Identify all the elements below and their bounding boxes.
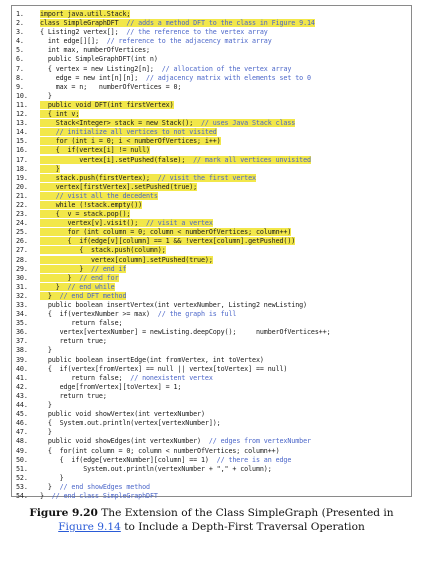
line-number: 49. (16, 446, 28, 455)
code-line (16, 119, 407, 128)
code-source: } (40, 473, 64, 482)
line-number: 10. (16, 91, 28, 100)
code-text (40, 256, 407, 265)
code-source: return true; (40, 337, 107, 346)
code-source: public void DFT(int firstVertex) (40, 100, 174, 109)
line-number: 50. (16, 455, 28, 464)
line-number: 6. (16, 55, 24, 64)
code-source: { if(edge[v][column] == 1 && !vertex[column].getPushed()) (40, 237, 296, 246)
code-text (40, 65, 407, 74)
code-source: vertex[firstVertex].setPushed(true); (40, 182, 198, 191)
line-number: 16. (16, 146, 28, 155)
code-line (16, 474, 407, 483)
code-text (40, 201, 407, 210)
code-text (40, 346, 407, 355)
line-number: 47. (16, 428, 28, 437)
code-comment: // reference to the adjacency matrix array (98, 37, 272, 46)
line-number: 21. (16, 191, 28, 200)
code-text (40, 165, 407, 174)
line-number: 7. (16, 64, 24, 73)
code-text (40, 328, 407, 337)
code-line (16, 447, 407, 456)
code-line (16, 110, 407, 119)
code-line (16, 128, 407, 137)
code-text (40, 237, 407, 246)
line-number: 17. (16, 155, 28, 164)
code-source: { if(vertex[i] != null) (40, 146, 150, 155)
code-text (40, 465, 407, 474)
code-text (40, 119, 407, 128)
line-number: 35. (16, 319, 28, 328)
line-number: 4. (16, 37, 24, 46)
code-text (40, 337, 407, 346)
line-number: 18. (16, 164, 28, 173)
code-source: { v = stack.pop(); (40, 210, 131, 219)
line-number: 39. (16, 355, 28, 364)
line-number: 1. (16, 10, 24, 18)
code-comment: // initialize all vertices to not visited (40, 128, 217, 137)
code-source: for (int i = 0; i < numberOfVertices; i++) (40, 137, 221, 146)
code-source: max = n; numberOfVertices = 0; (40, 82, 182, 91)
code-source: } (40, 282, 60, 291)
line-number: 37. (16, 337, 28, 346)
code-text (40, 301, 407, 310)
code-source: public void showVertex(int vertexNumber) (40, 410, 205, 419)
code-source: } (40, 346, 52, 355)
code-text (40, 365, 407, 374)
code-source: { System.out.println(vertex[vertexNumber]); (40, 419, 221, 428)
code-text (40, 492, 407, 501)
code-text (40, 174, 407, 183)
code-comment: // adjacency matrix with elements set to 0 (138, 73, 311, 82)
caption-figure-link[interactable]: Figure 9.14 (58, 521, 121, 533)
code-source: vertex[column].setPushed(true); (40, 255, 213, 264)
figure-caption (11, 506, 412, 534)
code-text (40, 356, 407, 365)
code-source: public boolean insertVertex(int vertexNumber, Listing2 newListing) (40, 301, 307, 309)
code-source: { int v; (40, 110, 80, 119)
code-text (40, 83, 407, 92)
code-text (40, 192, 407, 201)
caption-text-after: to Include a Depth-First Traversal Operation (120, 521, 365, 533)
code-line (16, 165, 407, 174)
caption-text-before: The Extension of the Class SimpleGraph (Presented in (97, 507, 394, 519)
code-comment: // uses Java Stack class (193, 119, 296, 128)
code-text (40, 110, 407, 119)
line-number: 14. (16, 128, 28, 137)
code-line (16, 401, 407, 410)
code-line (16, 456, 407, 465)
code-source: Stack<Integer> stack = new Stack(); (40, 119, 194, 128)
code-figure (11, 5, 412, 500)
code-text (40, 456, 407, 465)
line-number: 2. (16, 19, 24, 28)
code-source: stack.push(firstVertex); (40, 173, 150, 182)
code-comment: // end showEdges method (51, 482, 150, 491)
code-source: } (40, 91, 52, 100)
code-source: } (40, 482, 52, 491)
line-number: 19. (16, 173, 28, 182)
code-line (16, 292, 407, 301)
code-text (40, 10, 407, 19)
line-number: 36. (16, 328, 28, 337)
line-number: 12. (16, 110, 28, 119)
code-text (40, 128, 407, 137)
code-text (40, 46, 407, 55)
code-text (40, 183, 407, 192)
code-source: vertex[v].visit(); (40, 219, 139, 228)
code-line (16, 28, 407, 37)
line-number: 54. (16, 491, 28, 500)
code-line (16, 265, 407, 274)
code-line (16, 465, 407, 474)
code-comment: // visit all the decedents (40, 191, 158, 200)
code-text (40, 92, 407, 101)
code-text (40, 37, 407, 46)
line-number: 41. (16, 373, 28, 382)
code-source: vertex[i].setPushed(false); (40, 155, 186, 164)
line-number: 25. (16, 228, 28, 237)
code-line (16, 428, 407, 437)
code-text (40, 101, 407, 110)
code-source: import java.util.Stack; (40, 10, 131, 18)
code-line (16, 392, 407, 401)
code-line (16, 337, 407, 346)
code-text (40, 319, 407, 328)
code-listing (16, 10, 407, 501)
code-source: public boolean insertEdge(int fromVertex, int toVertex) (40, 355, 264, 364)
code-source: public void showEdges(int vertexNumber) (40, 437, 201, 446)
code-source: int max, numberOfVertices; (40, 46, 150, 55)
code-line (16, 310, 407, 319)
code-comment: // edges from vertexNumber (200, 437, 311, 446)
code-source: { for(int column = 0; column < numberOfVertices; column++) (40, 446, 280, 455)
code-source: int edge[][]; (40, 37, 99, 46)
code-line (16, 10, 407, 19)
code-line (16, 210, 407, 219)
code-line (16, 74, 407, 83)
code-source: return false; (40, 319, 123, 328)
code-line (16, 101, 407, 110)
caption-title: Figure 9.20 (29, 507, 98, 519)
code-text (40, 374, 407, 383)
code-line (16, 283, 407, 292)
code-text (40, 310, 407, 319)
code-line (16, 156, 407, 165)
line-number: 5. (16, 46, 24, 55)
line-number: 42. (16, 382, 28, 391)
code-line (16, 174, 407, 183)
code-line (16, 137, 407, 146)
code-source: { vertex = new Listing2[n]; (40, 64, 154, 73)
line-number: 31. (16, 282, 28, 291)
code-line (16, 419, 407, 428)
code-line (16, 319, 407, 328)
code-line (16, 492, 407, 501)
line-number: 28. (16, 255, 28, 264)
code-line (16, 301, 407, 310)
code-source: { stack.push(column); (40, 246, 166, 255)
code-line (16, 437, 407, 446)
code-line (16, 19, 407, 28)
code-source: vertex[vertexNumber] = newListing.deepCopy(); numberOfVertices++; (40, 328, 331, 337)
code-line (16, 256, 407, 265)
code-comment: // end if (83, 264, 127, 273)
line-number: 52. (16, 473, 28, 482)
code-comment: // visit a vertex (138, 219, 213, 228)
line-number: 27. (16, 246, 28, 255)
line-number: 46. (16, 419, 28, 428)
line-number: 44. (16, 401, 28, 410)
code-line (16, 83, 407, 92)
line-number: 40. (16, 364, 28, 373)
line-number: 38. (16, 346, 28, 355)
line-number: 51. (16, 464, 28, 473)
line-number: 8. (16, 73, 24, 82)
code-text (40, 55, 407, 64)
code-text (40, 447, 407, 456)
code-line (16, 374, 407, 383)
line-number: 30. (16, 273, 28, 282)
line-number: 15. (16, 137, 28, 146)
code-line (16, 410, 407, 419)
code-text (40, 428, 407, 437)
code-source: edge[fromVertex][toVertex] = 1; (40, 382, 182, 391)
code-comment: // mark all vertices unvisited (185, 155, 311, 164)
code-comment: // adds a method DFT to the class in Figure 9.14 (118, 19, 315, 28)
line-number: 43. (16, 391, 28, 400)
code-source: { if(edge[vertexNumber][column] == 1) (40, 455, 209, 464)
line-number: 26. (16, 237, 28, 246)
code-line (16, 37, 407, 46)
code-text (40, 383, 407, 392)
code-text (40, 274, 407, 283)
code-text (40, 474, 407, 483)
code-comment: // end DFT method (51, 291, 127, 300)
code-line (16, 65, 407, 74)
code-line (16, 219, 407, 228)
code-text (40, 156, 407, 165)
line-number: 23. (16, 210, 28, 219)
line-number: 13. (16, 119, 28, 128)
line-number: 48. (16, 437, 28, 446)
code-text (40, 292, 407, 301)
code-source: } (40, 291, 52, 300)
code-text (40, 419, 407, 428)
code-source: return true; (40, 391, 107, 400)
code-line (16, 356, 407, 365)
code-source: System.out.println(vertexNumber + "," + column); (40, 464, 272, 473)
code-line (16, 346, 407, 355)
code-source: return false; (40, 373, 123, 382)
code-source: } (40, 273, 72, 282)
line-number: 22. (16, 200, 28, 209)
line-number: 11. (16, 100, 28, 109)
code-line (16, 246, 407, 255)
code-line (16, 146, 407, 155)
code-line (16, 483, 407, 492)
code-line (16, 201, 407, 210)
code-source: } (40, 401, 52, 410)
code-source: } (40, 264, 84, 273)
line-number: 20. (16, 182, 28, 191)
code-source: public SimpleGraphDFT(int n) (40, 55, 158, 64)
code-text (40, 437, 407, 446)
code-comment: // visit the first vertex (149, 173, 256, 182)
code-text (40, 392, 407, 401)
code-text (40, 265, 407, 274)
code-source: { Listing2 vertex[]; (40, 28, 119, 37)
code-line (16, 55, 407, 64)
code-comment: // nonexistent vertex (122, 373, 213, 382)
code-text (40, 410, 407, 419)
code-comment: // there is an edge (208, 455, 292, 464)
code-line (16, 92, 407, 101)
code-text (40, 483, 407, 492)
code-source: while (!stack.empty()) (40, 200, 143, 209)
code-text (40, 28, 407, 37)
code-source: for (int column = 0; column < numberOfVertices; column++) (40, 228, 292, 237)
code-text (40, 19, 407, 28)
code-text (40, 137, 407, 146)
code-text (40, 74, 407, 83)
line-number: 33. (16, 301, 28, 309)
line-number: 34. (16, 310, 28, 319)
code-comment: // end class SimpleGraphDFT (43, 491, 158, 500)
code-source: } (40, 491, 44, 500)
line-number: 53. (16, 482, 28, 491)
code-line (16, 328, 407, 337)
code-source: } (40, 428, 52, 437)
code-text (40, 228, 407, 237)
code-line (16, 192, 407, 201)
code-text (40, 283, 407, 292)
code-line (16, 183, 407, 192)
line-number: 32. (16, 291, 28, 300)
code-comment: // end while (59, 282, 115, 291)
line-number: 29. (16, 264, 28, 273)
line-number: 3. (16, 28, 24, 37)
code-line (16, 237, 407, 246)
code-source: } (40, 164, 60, 173)
code-text (40, 246, 407, 255)
line-number: 24. (16, 219, 28, 228)
code-text (40, 146, 407, 155)
code-line (16, 274, 407, 283)
code-text (40, 219, 407, 228)
code-text (40, 210, 407, 219)
line-number: 45. (16, 410, 28, 419)
code-line (16, 383, 407, 392)
code-comment: // end for (71, 273, 119, 282)
code-source: class SimpleGraphDFT (40, 19, 119, 28)
code-source: { if(vertex[fromVertex] == null || vertex[toVertex] == null) (40, 364, 288, 373)
code-comment: // the graph is full (149, 310, 237, 319)
code-line (16, 228, 407, 237)
code-comment: // the reference to the vertex array (118, 28, 268, 37)
line-number: 9. (16, 82, 24, 91)
code-source: { if(vertexNumber >= max) (40, 310, 150, 319)
code-line (16, 365, 407, 374)
code-source: edge = new int[n][n]; (40, 73, 139, 82)
code-line (16, 46, 407, 55)
code-text (40, 401, 407, 410)
code-comment: // allocation of the vertex array (153, 64, 292, 73)
